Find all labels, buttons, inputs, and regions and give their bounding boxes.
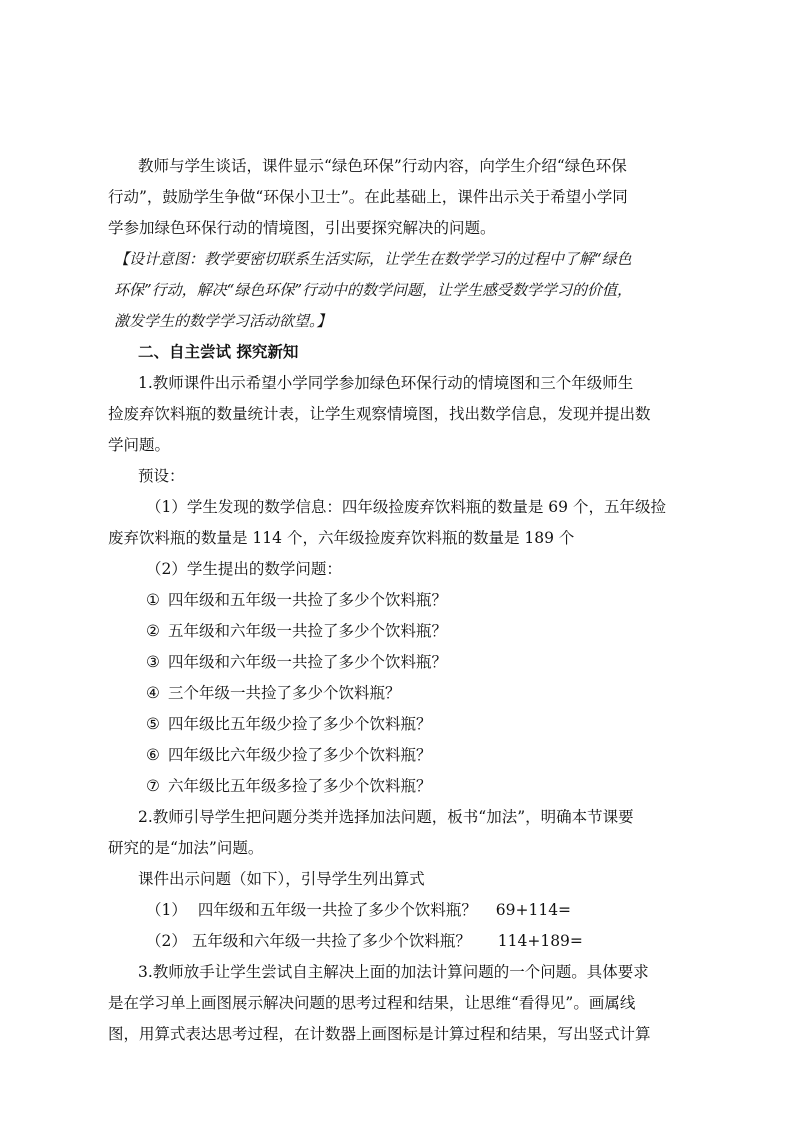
question-mark: ⑥	[146, 746, 160, 764]
p1-line-1: 1.教师课件出示希望小学同学参加绿色环保行动的情境图和三个年级师生	[138, 374, 634, 392]
equation-formula: 69+114=	[495, 901, 572, 919]
question-text: 五年级和六年级一共捡了多少个饮料瓶？	[168, 622, 448, 640]
courseware-line: 课件出示问题（如下），引导学生列出算式	[138, 870, 425, 888]
design-intent-line-2: 环保”行动，解决“绿色环保”行动中的数学问题，让学生感受数学学习的价值，	[114, 281, 633, 299]
questions-label: （2）学生提出的数学问题：	[146, 560, 342, 578]
question-mark: ①	[146, 591, 160, 609]
question-text: 四年级比六年级少捡了多少个饮料瓶？	[168, 746, 432, 764]
question-item	[146, 745, 726, 765]
info-line-2: 废弃饮料瓶的数量是 114 个，六年级捡废弃饮料瓶的数量是 189 个	[108, 529, 575, 547]
intro-line-2: 行动”，鼓励学生争做“环保小卫士”。在此基础上，课件出示关于希望小学同	[108, 188, 628, 206]
p1-line-2: 捡废弃饮料瓶的数量统计表，让学生观察情境图，找出数学信息，发现并提出数	[108, 405, 651, 423]
p1-line-3: 学问题。	[108, 436, 171, 454]
question-text: 四年级和六年级一共捡了多少个饮料瓶？	[168, 653, 448, 671]
question-item	[146, 683, 726, 703]
question-item	[146, 621, 726, 641]
equation-label: （2）	[146, 932, 187, 950]
equation-question: 五年级和六年级一共捡了多少个饮料瓶？	[191, 932, 471, 950]
question-text: 六年级比五年级多捡了多少个饮料瓶？	[168, 777, 432, 795]
p3-line-2: 是在学习单上画图展示解决问题的思考过程和结果，让思维“看得见”。画属线	[108, 994, 636, 1012]
section-heading: 二、自主尝试 探究新知	[138, 343, 299, 361]
equation-label: （1）	[146, 901, 187, 919]
info-line-1: （1）学生发现的数学信息：四年级捡废弃饮料瓶的数量是 69 个，五年级捡	[146, 498, 666, 516]
design-intent-line-3: 激发学生的数学学习活动欲望。】	[114, 312, 332, 330]
question-mark: ②	[146, 622, 160, 640]
question-mark: ③	[146, 653, 160, 671]
question-item	[146, 714, 726, 734]
question-text: 四年级比五年级少捡了多少个饮料瓶？	[168, 715, 432, 733]
question-text: 四年级和五年级一共捡了多少个饮料瓶？	[168, 591, 448, 609]
intro-line-3: 学参加绿色环保行动的情境图，引出要探究解决的问题。	[108, 219, 496, 237]
design-intent-line-1: 【设计意图：教学要密切联系生活实际，让学生在数学学习的过程中了解“绿色	[114, 250, 632, 268]
p3-line-1: 3.教师放手让学生尝试自主解决上面的加法计算问题的一个问题。具体要求	[138, 963, 649, 981]
question-item	[146, 652, 726, 672]
question-mark: ④	[146, 684, 160, 702]
equation-formula: 114+189=	[497, 932, 583, 950]
preset-label: 预设：	[138, 467, 185, 485]
p2-line-1: 2.教师引导学生把问题分类并选择加法问题，板书“加法”，明确本节课要	[138, 808, 634, 826]
question-text: 三个年级一共捡了多少个饮料瓶？	[168, 684, 401, 702]
p3-line-3: 图，用算式表达思考过程，在计数器上画图标是计算过程和结果，写出竖式计算	[108, 1025, 651, 1043]
equation-question: 四年级和五年级一共捡了多少个饮料瓶？	[197, 901, 477, 919]
p2-line-2: 研究的是“加法”问题。	[108, 839, 264, 857]
question-mark: ⑤	[146, 715, 160, 733]
question-item	[146, 776, 726, 796]
equation-row-2	[146, 931, 726, 951]
equation-row-1	[146, 900, 726, 920]
question-item	[146, 590, 726, 610]
question-mark: ⑦	[146, 777, 160, 795]
intro-line-1: 教师与学生谈话，课件显示“绿色环保”行动内容，向学生介绍“绿色环保	[138, 157, 627, 175]
